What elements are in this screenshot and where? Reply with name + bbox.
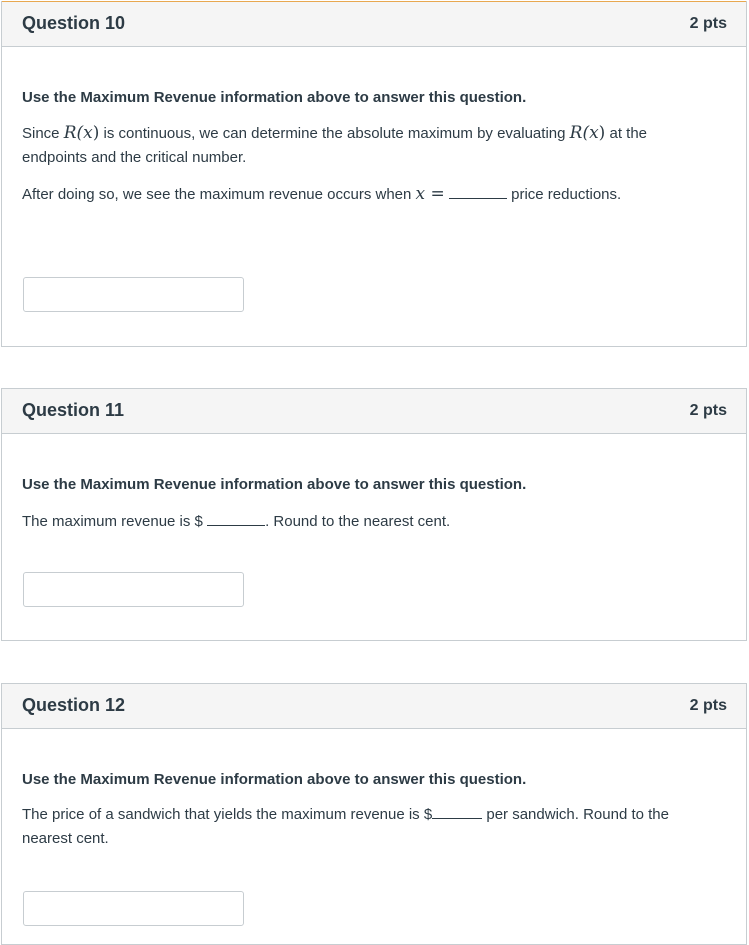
question-10-math-r-of-x: R(x) [63,123,100,143]
question-12-line-2: nearest cent. [22,830,109,847]
question-10-math-r-of-x-2: R(x) [569,123,606,143]
question-11-line-1 [22,510,450,534]
question-10-points: 2 pts [689,15,727,32]
question-12-text [22,803,722,851]
question-12-header [2,684,746,729]
question-10-answer-input[interactable] [23,277,244,312]
question-12 [1,683,747,945]
question-12-answer-input[interactable] [23,891,244,926]
question-11-points: 2 pts [689,402,727,419]
question-10-line-1-post: at the [605,125,648,142]
question-10-line-3 [22,182,722,207]
question-10-title: Question 10 [22,13,126,33]
question-10-text [22,121,722,207]
question-11-blank [207,511,265,526]
question-12-points: 2 pts [689,697,727,714]
question-11-header [2,389,746,434]
question-12-blank [432,804,482,819]
question-10 [1,1,747,347]
question-11-line-1-pre: The maximum revenue is $ [22,513,208,530]
question-12-title: Question 12 [22,695,126,715]
question-10-header [2,2,746,47]
question-10-line-1-pre: Since [22,125,64,142]
question-11-title: Question 11 [22,400,125,420]
question-10-line-3-post: price reductions. [506,186,622,203]
question-10-blank [449,184,507,199]
question-10-math-x-equals: x = [415,184,445,204]
question-11-line-1-post: . Round to the nearest cent. [265,513,451,530]
question-10-line-1-mid: is continuous, we can determine the absolute maximum by evaluating [99,125,570,142]
question-11 [1,388,747,641]
question-10-line-1 [22,121,722,146]
question-12-line-1-pre: The price of a sandwich that yields the maximum revenue is $ [22,806,433,823]
question-11-answer-input[interactable] [23,572,244,607]
question-10-line-3-pre: After doing so, we see the maximum revenue occurs when [22,186,416,203]
question-12-line-1-post: per sandwich. Round to the [482,806,669,823]
question-12-line-1 [22,803,722,827]
question-12-instruction: Use the Maximum Revenue information above to answer this question. [22,771,527,788]
question-10-instruction: Use the Maximum Revenue information above to answer this question. [22,89,527,106]
question-11-instruction: Use the Maximum Revenue information above to answer this question. [22,476,527,493]
question-10-line-2: endpoints and the critical number. [22,149,247,166]
